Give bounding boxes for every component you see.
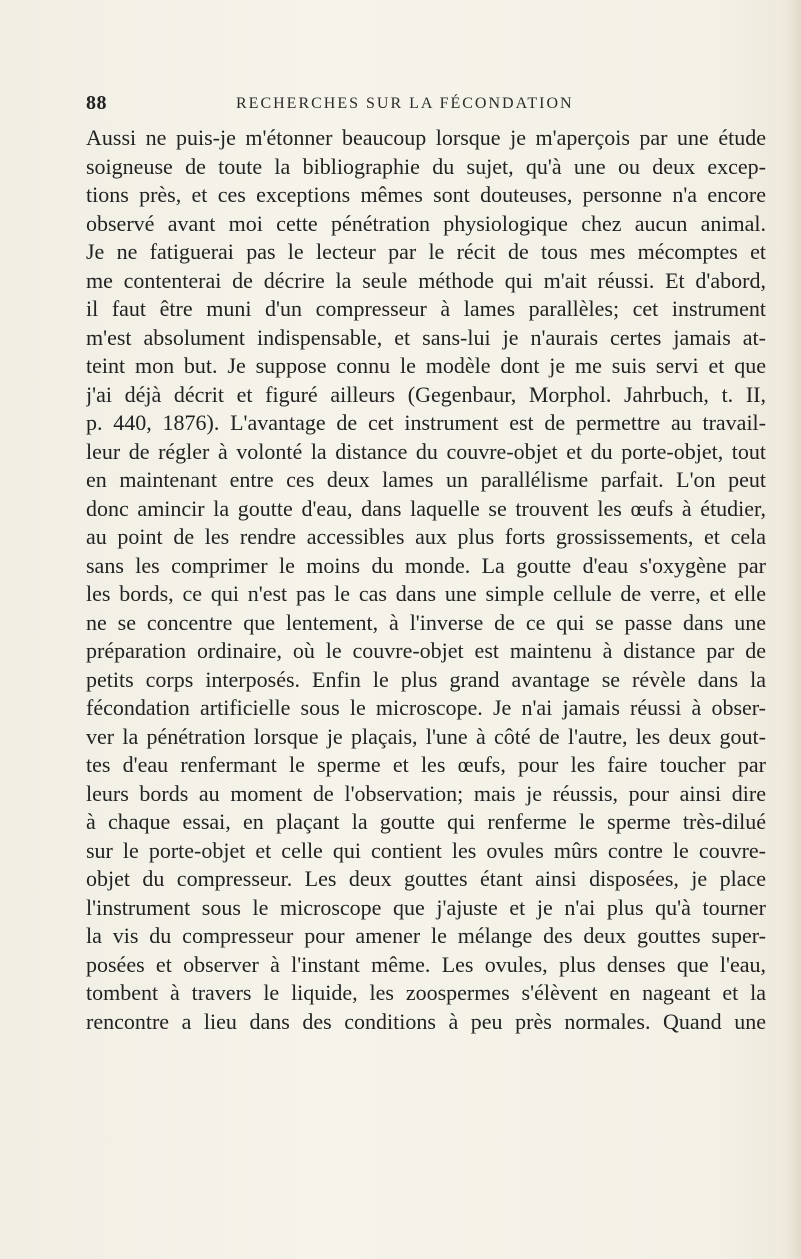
running-head: RECHERCHES SUR LA FÉCONDATION bbox=[236, 95, 574, 112]
text-line: sur le porte-objet et celle qui contient les ovules mûrs contre le couvre- bbox=[86, 837, 766, 863]
page-number: 88 bbox=[86, 92, 107, 114]
page-header bbox=[86, 92, 766, 114]
text-line: préparation ordinaire, où le couvre-objet est maintenu à distance par de bbox=[86, 638, 766, 663]
text-line: j'ai déjà décrit et figuré ailleurs (Gegenbaur, Morphol. Jahrbuch, t. II, bbox=[86, 381, 766, 407]
text-line: en maintenant entre ces deux lames un parallélisme parfait. L'on peut bbox=[86, 467, 766, 492]
text-line: me contenterai de décrire la seule méthode qui m'ait réussi. Et d'abord, bbox=[86, 267, 766, 293]
text-line: observé avant moi cette pénétration physiologique chez aucun animal. bbox=[86, 210, 766, 236]
text-line: ver la pénétration lorsque je plaçais, l'une à côté de l'autre, les deux gout- bbox=[86, 723, 766, 749]
text-line: soigneuse de toute la bibliographie du sujet, qu'à une ou deux excep- bbox=[86, 153, 766, 179]
text-line: objet du compresseur. Les deux gouttes étant ainsi disposées, je place bbox=[86, 866, 766, 891]
text-line: ne se concentre que lentement, à l'inverse de ce qui se passe dans une bbox=[86, 609, 766, 635]
text-line: teint mon but. Je suppose connu le modèle dont je me suis servi et que bbox=[86, 353, 766, 378]
text-line: rencontre a lieu dans des conditions à peu près normales. Quand une bbox=[86, 1008, 766, 1034]
text-line: la vis du compresseur pour amener le mélange des deux gouttes super- bbox=[86, 923, 766, 948]
text-line: p. 440, 1876). L'avantage de cet instrument est de permettre au travail- bbox=[86, 410, 766, 435]
text-line: tions près, et ces exceptions mêmes sont douteuses, personne n'a encore bbox=[86, 182, 766, 207]
text-line: leurs bords au moment de l'observation; mais je réussis, pour ainsi dire bbox=[86, 780, 766, 806]
page-edge-shadow bbox=[787, 0, 801, 1259]
text-line: Aussi ne puis-je m'étonner beaucoup lorsque je m'aperçois par une étude bbox=[86, 125, 766, 150]
text-line: à chaque essai, en plaçant la goutte qui renferme le sperme très-dilué bbox=[86, 809, 766, 834]
text-line: posées et observer à l'instant même. Les ovules, plus denses que l'eau, bbox=[86, 951, 766, 977]
text-line: au point de les rendre accessibles aux plus forts grossissements, et cela bbox=[86, 524, 766, 549]
text-line: tombent à travers le liquide, les zoospermes s'élèvent en nageant et la bbox=[86, 980, 766, 1005]
text-line: leur de régler à volonté la distance du couvre-objet et du porte-objet, tout bbox=[86, 438, 766, 464]
text-line: l'instrument sous le microscope que j'ajuste et je n'ai plus qu'à tourner bbox=[86, 894, 766, 920]
body-text bbox=[86, 124, 766, 1036]
text-line: petits corps interposés. Enfin le plus grand avantage se révèle dans la bbox=[86, 666, 766, 692]
text-line: m'est absolument indispensable, et sans-lui je n'aurais certes jamais at- bbox=[86, 324, 766, 350]
text-line: Je ne fatiguerai pas le lecteur par le récit de tous mes mécomptes et bbox=[86, 239, 766, 264]
text-line: il faut être muni d'un compresseur à lames parallèles; cet instrument bbox=[86, 296, 766, 321]
text-line: fécondation artificielle sous le microscope. Je n'ai jamais réussi à obser- bbox=[86, 695, 766, 720]
text-line: tes d'eau renfermant le sperme et les œufs, pour les faire toucher par bbox=[86, 752, 766, 777]
text-line: donc amincir la goutte d'eau, dans laquelle se trouvent les œufs à étudier, bbox=[86, 495, 766, 521]
text-line: les bords, ce qui n'est pas le cas dans une simple cellule de verre, et elle bbox=[86, 581, 766, 606]
text-line: sans les comprimer le moins du monde. La goutte d'eau s'oxygène par bbox=[86, 552, 766, 578]
